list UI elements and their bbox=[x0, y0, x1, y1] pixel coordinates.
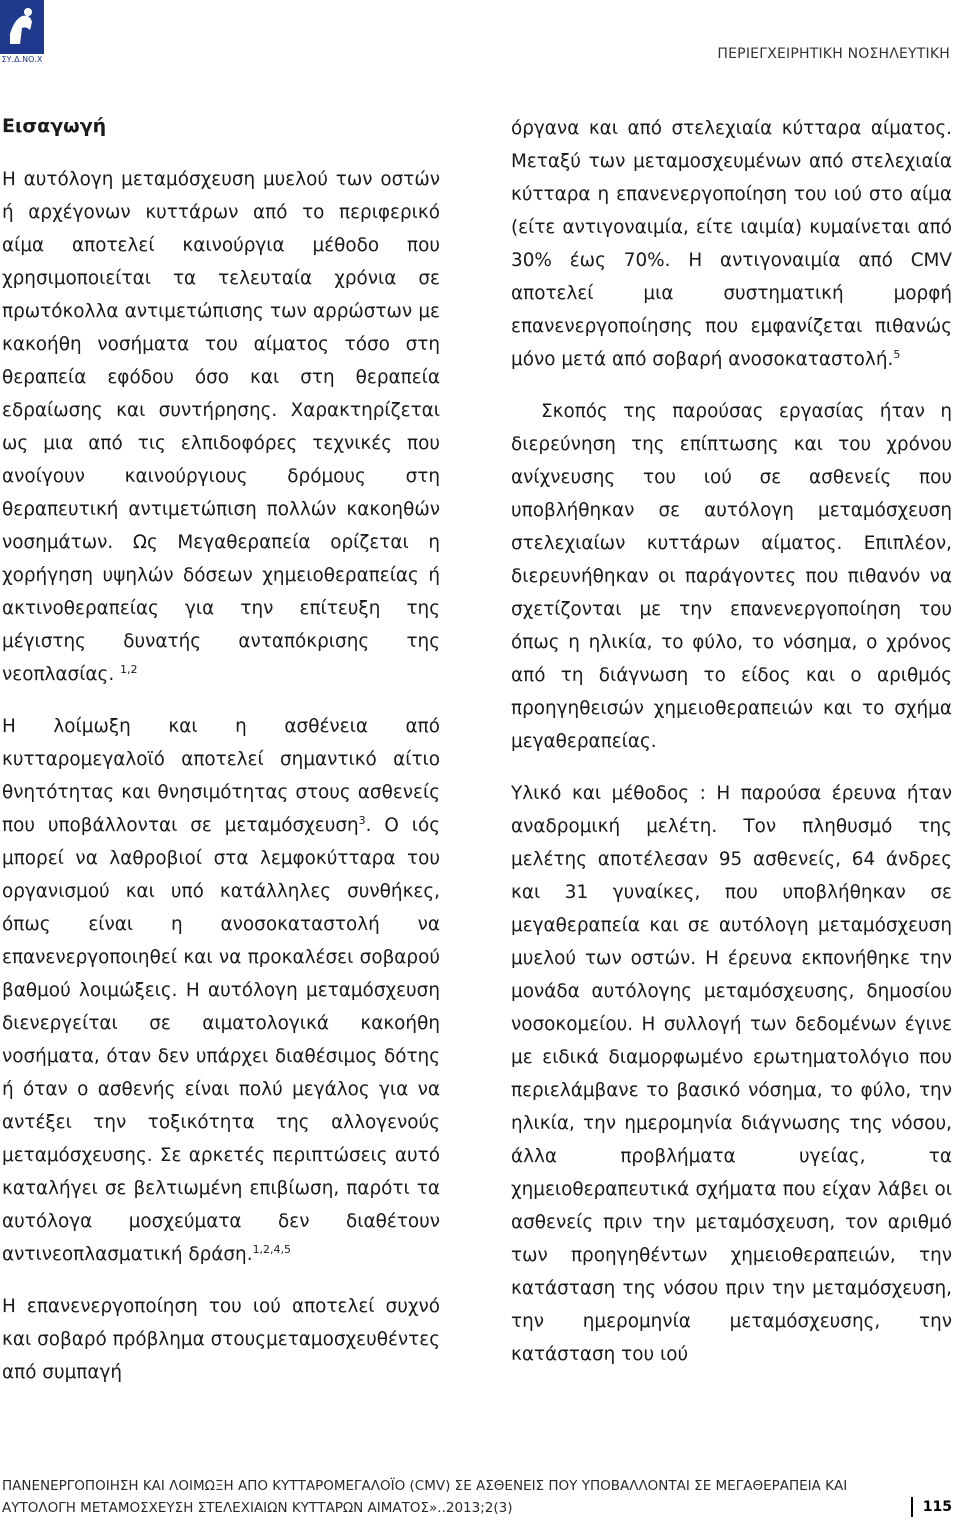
reactivation-text: Η επανενεργοποίηση του ιού αποτελεί συχνό και σοβαρό πρόβλημα στουςμεταμοσχευθέντες από συμπαγή bbox=[2, 1296, 440, 1383]
cmv-text-b: . Ο ιός μπορεί να λαθροβιοί στα λεμφοκύτταρα του οργανισμού και υπό κατάλληλες συνθήκες, όπως είναι η ανοσοκαταστολή να επανενεργοποιηθεί και να προκαλέσει σοβαρού βαθμού λοιμώξεις. Η αυτόλογη μεταμόσχευση διενεργείται σε αιματολογικά κακοήθη νοσήματα, όταν δεν υπάρχει διαθέσιμος δότης ή όταν ο ασθενής είναι πολύ μεγάλος για να αντέξει την τοξικότητα της αλλογενούς μεταμόσχευσης. Σε αρκετές περιπτώσεις αυτό καταλήγει σε βελτιωμένη επιβίωση, παρότι τα αυτόλογα μοσχεύματα δεν διαθέτουν αντινεοπλασματική δράση. bbox=[2, 815, 440, 1265]
footer-line-1: ΠΑΝΕΝΕΡΓΟΠΟΙΗΣΗ ΚΑΙ ΛΟΙΜΩΞΗ ΑΠΟ ΚΥΤΤΑΡΟΜΕΓΑΛΟΪΟ (CMV) ΣΕ ΑΣΘΕΝΕΙΣ ΠΟΥ ΥΠΟΒΑΛΛΟΝΤΑΙ ΣΕ ΜΕΓΑΘΕΡΑΠΕΙΑ ΚΑΙ bbox=[2, 1478, 848, 1494]
emblem-figure-icon bbox=[0, 0, 44, 54]
cmv-paragraph bbox=[2, 710, 440, 1271]
page-number: 115 bbox=[911, 1497, 952, 1517]
right-column bbox=[511, 112, 952, 1371]
section-heading: Εισαγωγή bbox=[2, 115, 107, 137]
citation: 1,2 bbox=[120, 662, 138, 676]
journal-title: ΠΕΡΙΕΓΧΕΙΡΗΤΙΚΗ ΝΟΣΗΛΕΥΤΙΚΗ bbox=[717, 46, 950, 62]
reactivation-paragraph bbox=[2, 1290, 440, 1389]
intro-text: Η αυτόλογη μεταμόσχευση μυελού των οστών ή αρχέγονων κυττάρων από το περιφερικό αίμα αποτελεί καινούργια μέθοδο που χρησιμοποιείται τα τελευταία χρόνια σε πρωτόκολλα αντιμετώπισης των αρρώστων με κακοήθη νοσήματα του αίματος τόσο στη θεραπεία εφόδου όσο και στη θεραπεία εδραίωσης και συντήρησης. Χαρακτηρίζεται ως μια από τις ελπιδοφόρες τεχνικές που ανοίγουν καινούργιους δρόμους στη θεραπευτική αντιμετώπιση πολλών κακοηθών νοσημάτων. Ως Μεγαθεραπεία ορίζεται η χορήγηση υψηλών δόσεων χημειοθεραπείας ή ακτινοθεραπείας για την επίτευξη της μέγιστης δυνατής ανταπόκρισης της νεοπλασίας. bbox=[2, 169, 440, 685]
logo-text: ΣΥ.Δ.ΝΟ.Χ bbox=[1, 55, 43, 64]
aim-text: Σκοπός της παρούσας εργασίας ήταν η διερεύνηση της επίπτωσης και του χρόνου ανίχνευσης του ιού σε ασθενείς που υποβλήθηκαν σε αυτόλογη μεταμόσχευση στελεχιαίων κυττάρων αίματος. Επιπλέον, διερευνήθηκαν οι παράγοντες που πιθανόν να σχετίζονται με την επανενεργοποίηση του όπως η ηλικία, το φύλο, το νόσημα, ο χρόνος από τη διάγνωση το είδος και ο αριθμός προηγηθεισών χημειοθεραπειών και το σχήμα μεγαθεραπείας. bbox=[511, 401, 952, 752]
citation: 3 bbox=[358, 813, 366, 827]
citation: 1,2,4,5 bbox=[252, 1242, 292, 1256]
methods-text: Υλικό και μέθοδος : Η παρούσα έρευνα ήταν αναδρομική μελέτη. Τον πληθυσμό της μελέτης αποτέλεσαν 95 ασθενείς, 64 άνδρες και 31 γυναίκες, που υποβλήθηκαν σε μεγαθεραπεία και σε αυτόλογη μεταμόσχευση μυελού των οστών. Η έρευνα εκπονήθηκε την μονάδα αυτόλογης μεταμόσχευσης, δημοσίου νοσοκομείου. Η συλλογή των δεδομένων έγινε με ειδικά διαμορφωμένο ερωτηματολόγιο που περιελάμβανε το βασικό νόσημα, το φύλο, την ηλικία, την ημερομηνία διάγνωσης της νόσου, άλλα προβλήματα υγείας, τα χημειοθεραπευτικά σχήματα που είχαν λάβει οι ασθενείς πριν την μεταμόσχευση, τον αριθμό των προηγηθέντων χημειοθεραπειών, την κατάσταση της νόσου πριν την μεταμόσχευση, την ημερομηνία μεταμόσχευσης, την κατάσταση του ιού bbox=[511, 783, 952, 1365]
footer-line-2: ΑΥΤΟΛΟΓΗ ΜΕΤΑΜΟΣΧΕΥΣΗ ΣΤΕΛΕΧΙΑΙΩΝ ΚΥΤΤΑΡΩΝ ΑΙΜΑΤΟΣ»..2013;2(3) bbox=[2, 1500, 513, 1516]
citation: 5 bbox=[893, 347, 901, 361]
continuation-paragraph bbox=[511, 112, 952, 376]
intro-paragraph bbox=[2, 163, 440, 691]
aim-paragraph bbox=[511, 395, 952, 758]
continuation-text: όργανα και από στελεχιαία κύτταρα αίματος. Μεταξύ των μεταμοσχευμένων από στελεχιαία κύτταρα η επανενεργοποίηση του ιού στο αίμα (είτε αντιγοναιμία, είτε ιαιμία) κυμαίνεται από 30% έως 70%. Η αντιγοναιμία από CMV αποτελεί μια συστηματική μορφή επανενεργοποίησης που εμφανίζεται πιθανώς μόνο μετά από σοβαρή ανοσοκαταστολή. bbox=[511, 118, 952, 370]
methods-paragraph bbox=[511, 777, 952, 1371]
left-column bbox=[2, 110, 440, 1389]
cmv-text-a: Η λοίμωξη και η ασθένεια από κυτταρομεγαλοϊό αποτελεί σημαντικό αίτιο θνητότητας και θνησιμότητας στους ασθενείς που υποβάλλονται σε μεταμόσχευση bbox=[2, 716, 440, 836]
logo-emblem-icon bbox=[0, 0, 44, 54]
logo bbox=[0, 0, 44, 66]
footer-citation bbox=[2, 1475, 952, 1519]
